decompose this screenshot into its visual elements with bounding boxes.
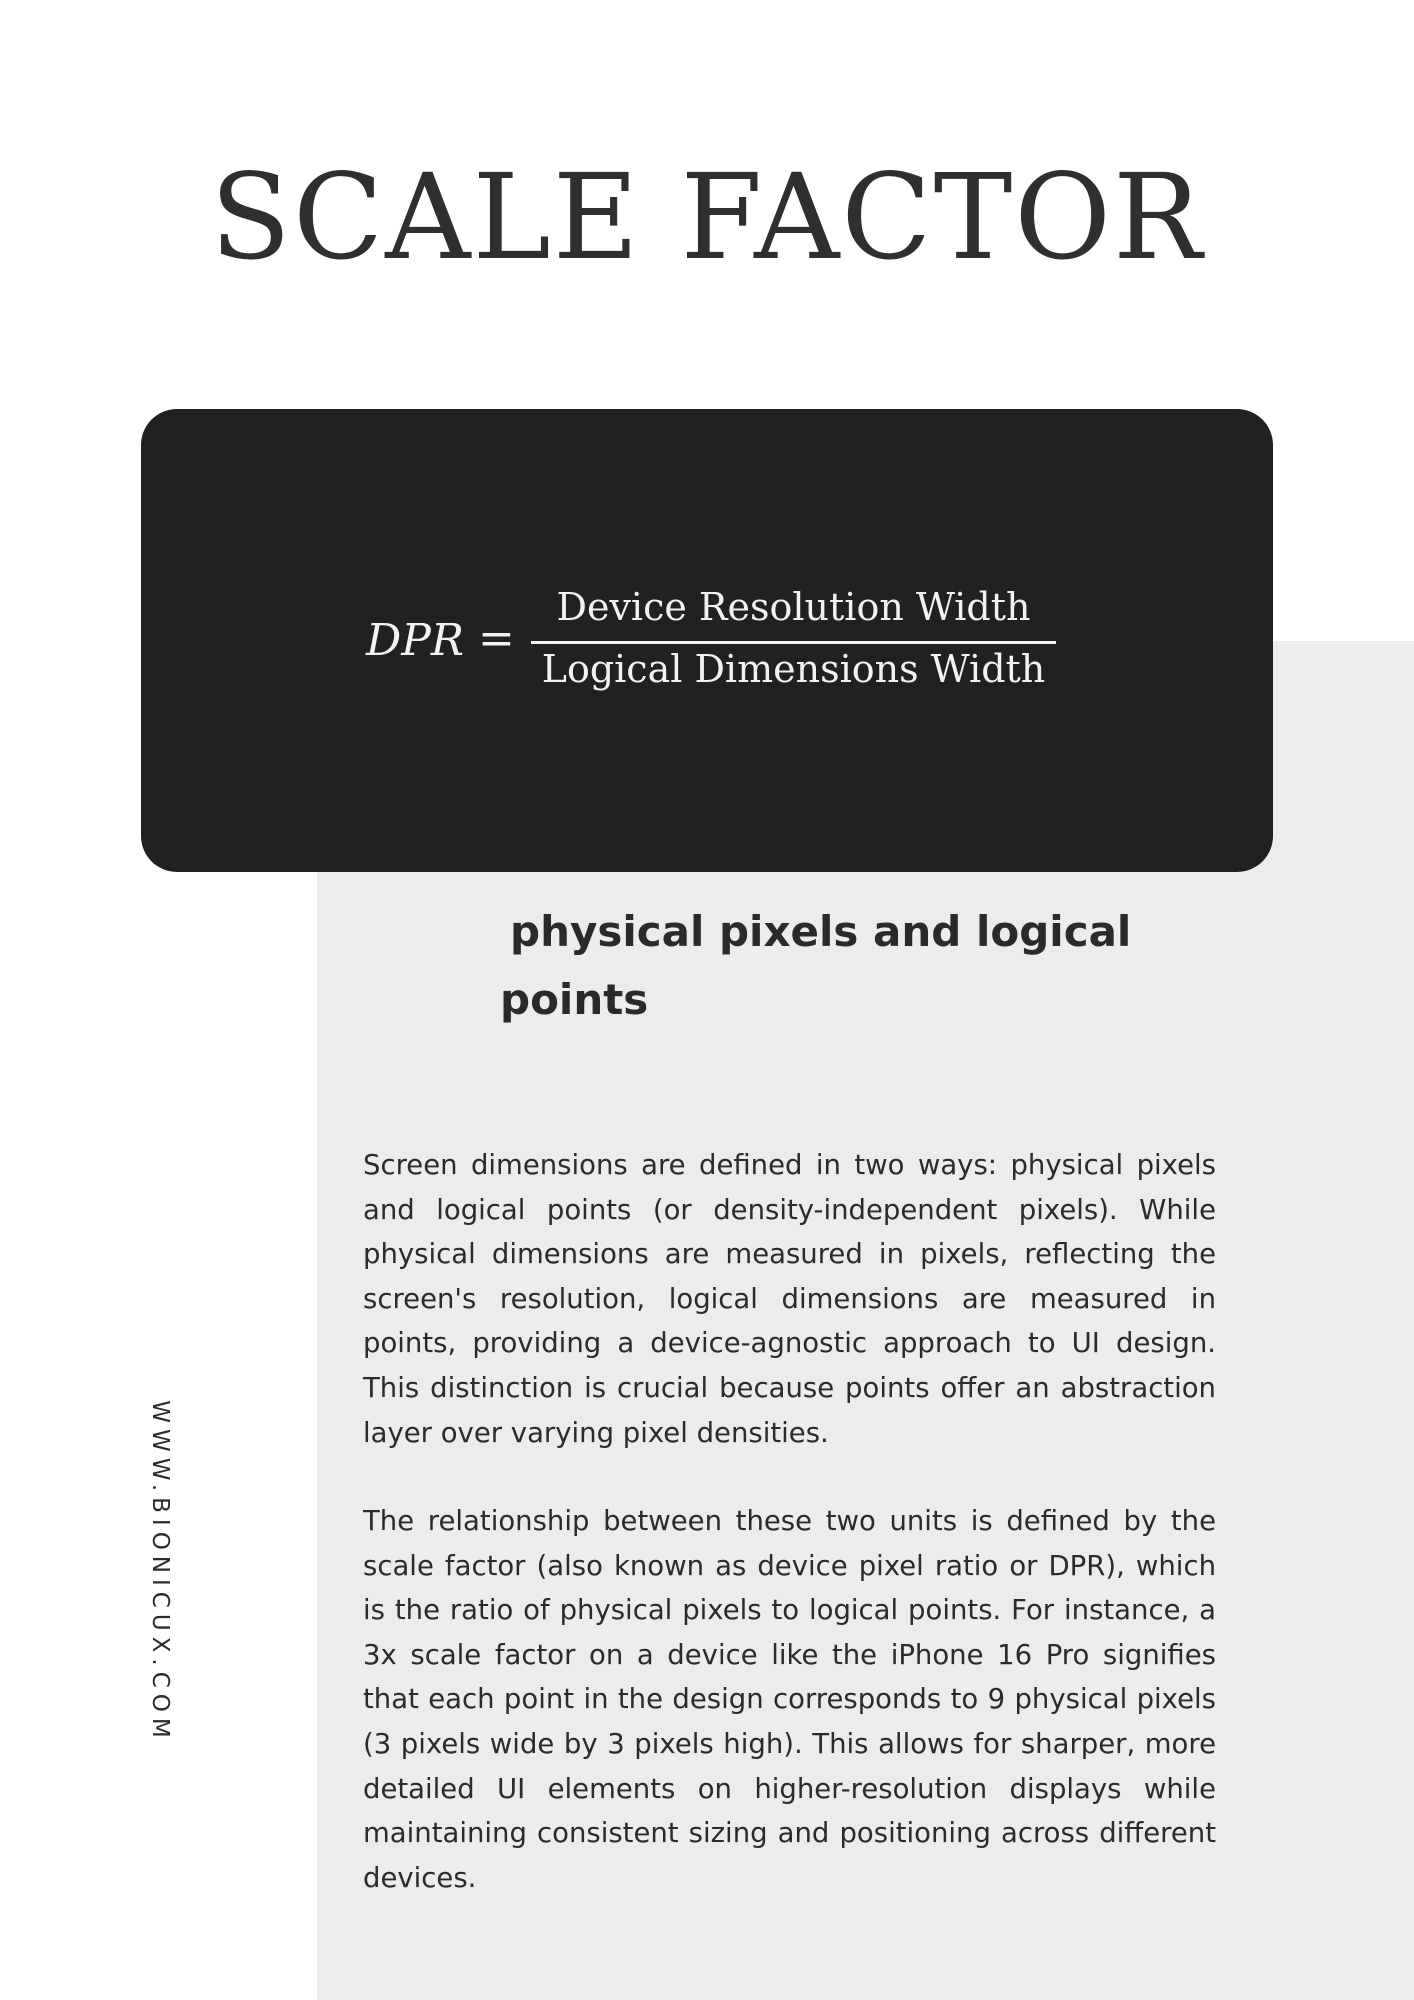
formula-denominator: Logical Dimensions Width <box>541 647 1046 691</box>
body-paragraph-2: The relationship between these two units is defined by the scale factor (also known as device pixel ratio or DPR), which is the ratio of physical pixels to logical points. For instance, a 3x scale factor on a device like the iPhone 16 Pro signifies that each point in the design corresponds to 9 physical pixels (3 pixels wide by 3 pixels high). This allows for sharper, more detailed UI elements on higher-resolution displays while maintaining consistent sizing and positioning across different devices. <box>363 1505 1216 1894</box>
section-heading <box>500 898 1132 1034</box>
page-title: SCALE FACTOR <box>210 148 1204 286</box>
formula-numerator: Device Resolution Width <box>556 585 1031 629</box>
section-heading-line-2: points <box>500 975 649 1024</box>
formula-lhs: DPR <box>366 615 465 666</box>
formula-equals-sign: = <box>478 613 515 664</box>
side-website-url: WWW.BIONICUX.COM <box>147 1400 173 1744</box>
dpr-formula <box>366 585 1056 695</box>
formula-fraction-bar <box>531 641 1056 644</box>
section-heading-line-1: physical pixels and logical <box>510 907 1132 956</box>
body-paragraph-1: Screen dimensions are defined in two ways: physical pixels and logical points (or density-independent pixels). While physical dimensions are measured in pixels, reflecting the screen's resolution, logical dimensions are measured in points, providing a device-agnostic approach to UI design. This distinction is crucial because points offer an abstraction layer over varying pixel densities. <box>363 1149 1216 1449</box>
